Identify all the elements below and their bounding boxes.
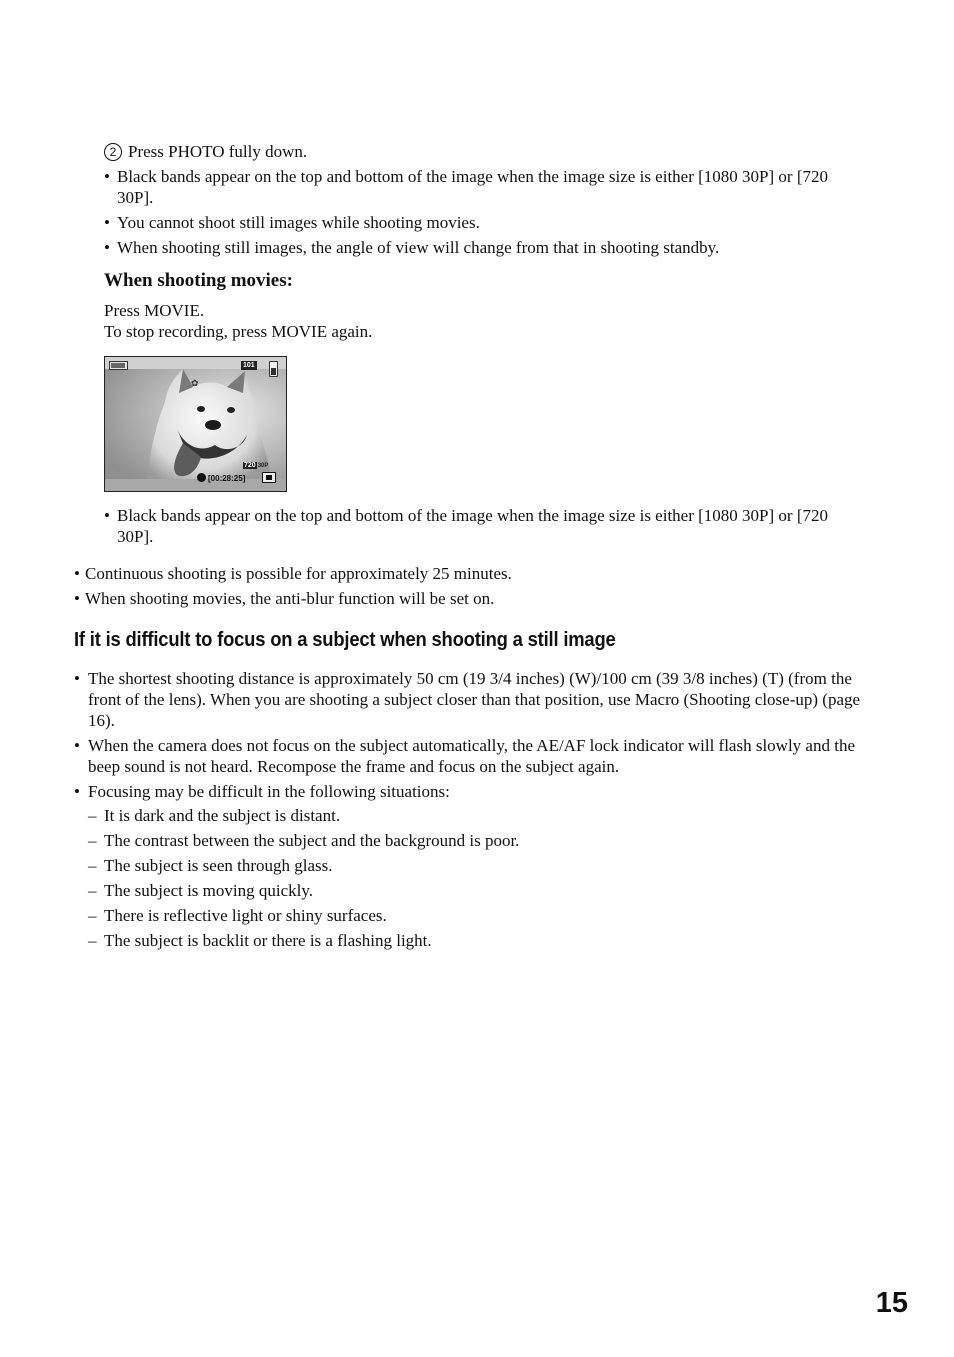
focus-situations-list xyxy=(88,805,848,955)
list-item: • When shooting still images, the angle of view will change from that in shooting standby. xyxy=(104,237,864,258)
image-quality-indicator xyxy=(243,461,268,471)
camera-screen-illustration xyxy=(104,356,287,492)
step-number-badge: 2 xyxy=(104,143,122,161)
memory-card-icon xyxy=(269,361,278,377)
list-item: – The subject is seen through glass. xyxy=(88,855,848,876)
list-item: – The contrast between the subject and the background is poor. xyxy=(88,830,848,851)
list-item: – It is dark and the subject is distant. xyxy=(88,805,848,826)
list-item: • The shortest shooting distance is approximately 50 cm (19 3/4 inches) (W)/100 cm (39 3/8 inches) (T) (from the front of the lens). When you are shooting a subject closer than that position, use Macro (Shooting close-up) (page 16). xyxy=(74,668,869,731)
step-text: Press PHOTO fully down. xyxy=(128,142,308,161)
list-item: • Focusing may be difficult in the following situations: xyxy=(74,781,869,802)
list-item: – The subject is moving quickly. xyxy=(88,880,848,901)
folder-number: 101 xyxy=(243,362,255,369)
movies-instruction-1: Press MOVIE. xyxy=(104,301,205,320)
list-item: – There is reflective light or shiny surfaces. xyxy=(88,905,848,926)
frame-rate: 30P xyxy=(257,463,269,469)
movies-heading: When shooting movies: xyxy=(104,270,293,291)
movies-instruction-2: To stop recording, press MOVIE again. xyxy=(104,322,373,341)
list-item: • You cannot shoot still images while shooting movies. xyxy=(104,212,864,233)
battery-icon xyxy=(109,361,128,370)
list-item: • Black bands appear on the top and bottom of the image when the image size is either [1080 30P] or [720 30P]. xyxy=(104,166,864,208)
list-item: • When the camera does not focus on the subject automatically, the AE/AF lock indicator will flash slowly and the beep sound is not heard. Recompose the frame and focus on the subject again. xyxy=(74,735,869,777)
step-instruction xyxy=(104,141,307,162)
focus-notes-list xyxy=(74,668,869,806)
movie-notes-list xyxy=(104,505,864,551)
list-item: – The subject is backlit or there is a flashing light. xyxy=(88,930,848,951)
image-size: 720 xyxy=(244,462,256,469)
recording-timer xyxy=(197,473,245,484)
record-icon xyxy=(197,473,206,482)
timer-value: [00:28:25] xyxy=(208,474,246,483)
page-number: 15 xyxy=(875,1287,908,1319)
movie-mode-icon xyxy=(262,472,276,483)
list-item: • Black bands appear on the top and bottom of the image when the image size is either [1080 30P] or [720 30P]. xyxy=(104,505,864,547)
macro-icon: ✿ xyxy=(191,379,199,389)
general-notes-list xyxy=(74,563,864,613)
list-item: • When shooting movies, the anti-blur function will be set on. xyxy=(74,588,864,609)
list-item: • Continuous shooting is possible for approximately 25 minutes. xyxy=(74,563,864,584)
photo-notes-list xyxy=(104,166,864,262)
focus-section-title: If it is difficult to focus on a subject when shooting a still image xyxy=(74,629,616,651)
